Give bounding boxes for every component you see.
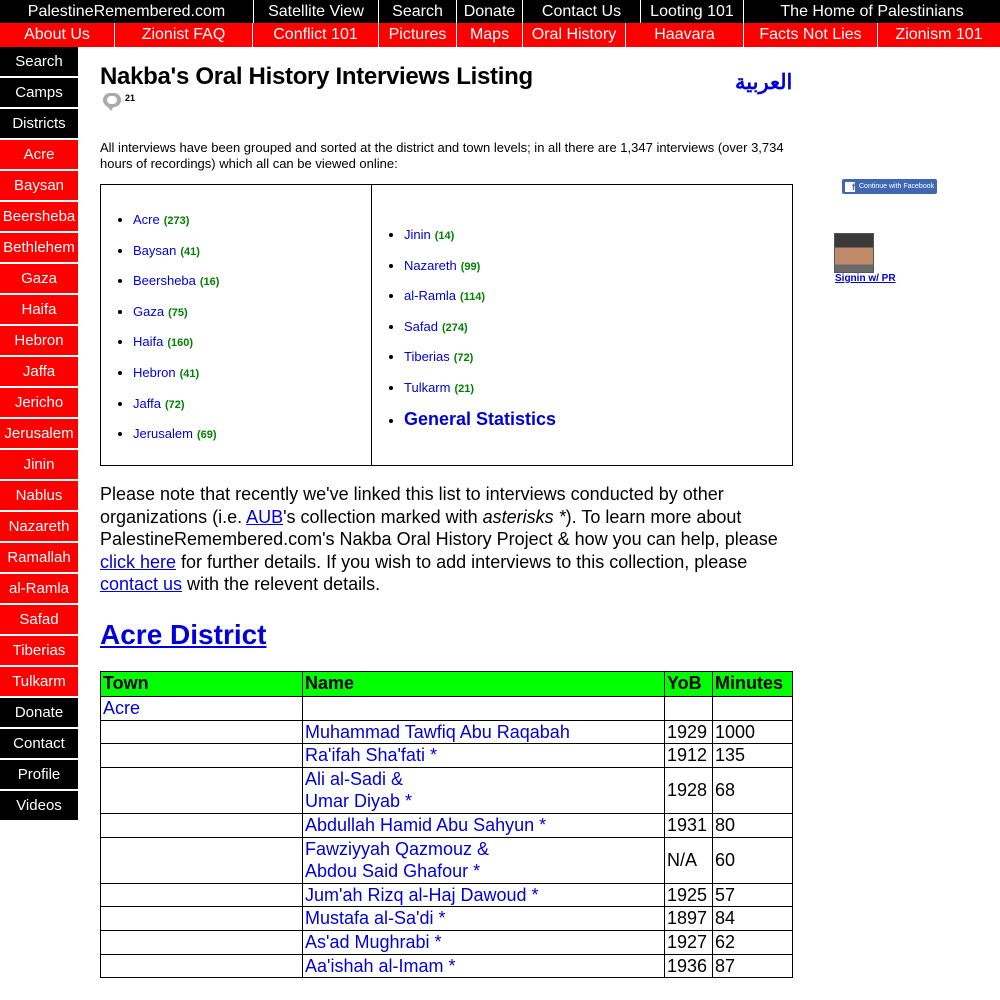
district-column-right: [372, 185, 792, 465]
nav-zionist-faq[interactable]: Zionist FAQ: [115, 23, 253, 47]
sidebar-item-jericho[interactable]: Jericho: [0, 388, 78, 418]
avatar[interactable]: [834, 233, 874, 273]
note-text: 's collection marked with: [283, 506, 483, 527]
interviews-table: [100, 671, 793, 978]
name-cell: [303, 696, 665, 720]
interview-link[interactable]: Abdou Said Ghafour *: [305, 861, 481, 882]
comment-count-value: 21: [125, 93, 136, 103]
minutes-cell: 57: [713, 883, 793, 907]
district-column-left: [101, 185, 372, 465]
click-here-link[interactable]: click here: [100, 551, 177, 572]
nav-contact-us[interactable]: Contact Us: [523, 0, 641, 23]
comment-bubble-icon[interactable]: [103, 93, 121, 107]
town-cell: [101, 954, 303, 978]
table-row: [101, 837, 793, 883]
yob-cell: 1927: [665, 930, 713, 954]
list-item: [133, 334, 371, 365]
yob-cell: 1936: [665, 954, 713, 978]
nav-looting-101[interactable]: Looting 101: [641, 0, 744, 23]
list-item: [404, 258, 792, 289]
table-row: [101, 696, 793, 720]
table-row: [101, 813, 793, 837]
sidebar: [0, 47, 78, 822]
interview-count: (72): [164, 398, 185, 411]
yob-cell: 1912: [665, 744, 713, 768]
interview-count: (274): [441, 321, 468, 334]
aub-link[interactable]: AUB: [246, 506, 284, 527]
town-cell: [101, 883, 303, 907]
interview-count: (160): [167, 337, 194, 350]
note-text: ). To learn more about PalestineRemembered.com's Nakba Oral History Project & how you can help, please: [100, 506, 778, 550]
name-cell: [303, 720, 665, 744]
minutes-cell: 80: [713, 813, 793, 837]
interview-count: (41): [179, 367, 200, 380]
district-link-jerusalem[interactable]: Jerusalem: [133, 426, 193, 442]
sidebar-item-tiberias[interactable]: Tiberias: [0, 636, 78, 666]
yob-cell: N/A: [665, 837, 713, 883]
main-content: [100, 55, 793, 978]
interview-count: (72): [453, 352, 474, 365]
name-cell: [303, 883, 665, 907]
interview-count: (75): [168, 306, 188, 319]
nav-pictures[interactable]: Pictures: [379, 23, 457, 47]
minutes-cell: [713, 696, 793, 720]
minutes-cell: 62: [713, 930, 793, 954]
interview-count: (99): [460, 260, 481, 273]
name-cell: [303, 930, 665, 954]
facebook-button-label: Continue with Facebook: [859, 183, 935, 190]
district-heading: [100, 619, 793, 651]
table-row: [101, 767, 793, 813]
interview-count: (273): [163, 215, 190, 227]
district-link-safad[interactable]: Safad: [404, 318, 438, 334]
table-row: [101, 930, 793, 954]
district-link-tulkarm[interactable]: Tulkarm: [404, 379, 451, 395]
interview-count: (14): [434, 230, 455, 242]
district-link-nazareth[interactable]: Nazareth: [404, 257, 457, 273]
district-link-gaza[interactable]: Gaza: [133, 303, 165, 319]
list-item: [404, 408, 792, 442]
sidebar-item-videos[interactable]: Videos: [0, 791, 78, 821]
intro-text: All interviews have been grouped and sorted at the district and town levels; in all there are 1,347 interviews (over 3,734 hours of recordings) which all can be viewed online:: [100, 140, 784, 171]
interview-count: (114): [460, 291, 486, 304]
name-cell: [303, 813, 665, 837]
column-header-yob: YoB: [665, 671, 713, 696]
column-header-name: Name: [303, 671, 665, 696]
sidebar-item-jinin[interactable]: Jinin: [0, 450, 78, 480]
interview-link[interactable]: Mustafa al-Sa'di *: [305, 908, 446, 929]
sidebar-item-al-ramla[interactable]: al-Ramla: [0, 574, 78, 604]
district-link-jaffa[interactable]: Jaffa: [133, 395, 161, 411]
interview-link[interactable]: As'ad Mughrabi *: [305, 931, 442, 952]
sidebar-item-profile[interactable]: Profile: [0, 760, 78, 790]
town-cell: [101, 907, 303, 931]
table-row: [101, 720, 793, 744]
nav-maps[interactable]: Maps: [457, 23, 523, 47]
signin-link[interactable]: Signin w/ PR: [835, 273, 896, 284]
nav-home-of-palestinians[interactable]: The Home of Palestinians: [780, 2, 964, 20]
nav-satellite-view[interactable]: Satellite View: [254, 0, 379, 23]
sidebar-item-jerusalem[interactable]: Jerusalem: [0, 419, 78, 449]
arabic-language-link[interactable]: العربية: [735, 71, 793, 94]
interview-link[interactable]: Jum'ah Rizq al-Haj Dawoud *: [305, 884, 539, 905]
sidebar-item-bethlehem[interactable]: Bethlehem: [0, 233, 78, 263]
table-row: [101, 883, 793, 907]
interview-count: (16): [199, 276, 220, 289]
list-item: [133, 243, 371, 274]
sidebar-item-camps[interactable]: Camps: [0, 78, 78, 108]
nav-donate[interactable]: Donate: [457, 0, 523, 23]
contact-us-link[interactable]: contact us: [100, 574, 183, 595]
name-cell: [303, 837, 665, 883]
column-header-town: Town: [101, 671, 303, 696]
list-item: [404, 227, 792, 258]
sidebar-item-hebron[interactable]: Hebron: [0, 326, 78, 356]
district-link-jinin[interactable]: Jinin: [404, 227, 431, 242]
name-cell: [303, 767, 665, 813]
interview-link[interactable]: Ali al-Sadi &: [305, 768, 404, 789]
minutes-cell: 84: [713, 907, 793, 931]
table-row: [101, 907, 793, 931]
table-row: [101, 744, 793, 768]
town-cell: [101, 837, 303, 883]
sidebar-item-baysan[interactable]: Baysan: [0, 171, 78, 201]
town-cell: [101, 744, 303, 768]
list-item: [133, 273, 371, 304]
yob-cell: 1928: [665, 767, 713, 813]
interview-link[interactable]: Ra'ifah Sha'fati *: [305, 745, 437, 766]
town-cell: [101, 767, 303, 813]
sidebar-item-contact[interactable]: Contact: [0, 729, 78, 759]
sidebar-item-nablus[interactable]: Nablus: [0, 481, 78, 511]
note-text: with the relevent details.: [182, 574, 381, 595]
minutes-cell: 68: [713, 767, 793, 813]
name-cell: [303, 744, 665, 768]
table-header-row: [101, 671, 793, 696]
district-link-beersheba[interactable]: Beersheba: [133, 273, 196, 289]
minutes-cell: 1000: [713, 720, 793, 744]
minutes-cell: 135: [713, 744, 793, 768]
interview-link[interactable]: Umar Diyab *: [305, 791, 413, 812]
district-link-al-ramla[interactable]: al-Ramla: [404, 288, 457, 304]
note-text: Please note that recently we've linked this list to interviews conducted by other organizations (i.e.: [100, 484, 724, 527]
nav-zionism-101[interactable]: Zionism 101: [895, 26, 983, 43]
minutes-cell: 60: [713, 837, 793, 883]
sidebar-item-haifa[interactable]: Haifa: [0, 295, 78, 325]
town-cell: [101, 720, 303, 744]
column-header-minutes: Minutes: [713, 671, 793, 696]
sidebar-item-nazareth[interactable]: Nazareth: [0, 512, 78, 542]
district-link-baysan[interactable]: Baysan: [133, 242, 177, 258]
sidebar-item-gaza[interactable]: Gaza: [0, 264, 78, 294]
sidebar-item-districts[interactable]: Districts: [0, 109, 78, 139]
sidebar-item-safad[interactable]: Safad: [0, 605, 78, 635]
district-link-tiberias[interactable]: Tiberias: [404, 349, 450, 365]
yob-cell: [665, 696, 713, 720]
nav-conflict-101[interactable]: Conflict 101: [253, 23, 379, 47]
interview-link[interactable]: Abdullah Hamid Abu Sahyun *: [305, 814, 547, 835]
sidebar-item-jaffa[interactable]: Jaffa: [0, 357, 78, 387]
yob-cell: 1929: [665, 720, 713, 744]
facebook-login-button[interactable]: [842, 179, 937, 194]
interview-count: (21): [454, 382, 475, 395]
nav-haavara[interactable]: Haavara: [626, 23, 744, 47]
district-link-haifa[interactable]: Haifa: [133, 334, 164, 350]
interview-link[interactable]: Fawziyyah Qazmouz &: [305, 838, 490, 859]
secondary-nav: [0, 23, 1000, 47]
comment-count[interactable]: [100, 93, 793, 107]
facebook-icon: f: [845, 182, 855, 192]
general-statistics-link[interactable]: General Statistics: [404, 408, 557, 429]
town-link-acre[interactable]: Acre: [103, 697, 141, 718]
list-item: [404, 288, 792, 319]
sidebar-item-search[interactable]: Search: [0, 47, 78, 77]
list-item: [404, 319, 792, 350]
acre-district-link[interactable]: Acre District: [100, 618, 267, 650]
nav-oral-history[interactable]: Oral History: [523, 23, 626, 47]
town-cell: [101, 813, 303, 837]
list-item: [133, 365, 371, 396]
district-link-acre[interactable]: Acre: [133, 212, 160, 227]
yob-cell: 1925: [665, 883, 713, 907]
district-index-box: [100, 184, 793, 466]
interview-link[interactable]: Aa'ishah al-Imam *: [305, 955, 456, 976]
note-text: for further details. If you wish to add interviews to this collection, please: [176, 551, 748, 572]
town-cell: [101, 696, 303, 720]
list-item: [133, 426, 371, 457]
name-cell: [303, 907, 665, 931]
list-item: [133, 304, 371, 335]
nav-facts-not-lies[interactable]: Facts Not Lies: [744, 23, 878, 47]
sidebar-item-acre[interactable]: Acre: [0, 140, 78, 170]
note-asterisks: asterisks *: [482, 506, 566, 527]
town-cell: [101, 930, 303, 954]
interview-count: (41): [180, 245, 200, 258]
district-link-hebron[interactable]: Hebron: [133, 364, 176, 380]
list-item: [404, 380, 792, 411]
minutes-cell: 87: [713, 954, 793, 978]
nav-about-us[interactable]: About Us: [0, 23, 115, 47]
page-title: Nakba's Oral History Interviews Listing: [100, 63, 533, 90]
interview-link[interactable]: Muhammad Tawfiq Abu Raqabah: [305, 721, 570, 742]
list-item: [133, 212, 371, 243]
list-item: [133, 396, 371, 427]
list-item: [404, 349, 792, 380]
sidebar-item-beersheba[interactable]: Beersheba: [0, 202, 78, 232]
nav-home[interactable]: PalestineRemembered.com: [0, 0, 254, 23]
sidebar-item-ramallah[interactable]: Ramallah: [0, 543, 78, 573]
sidebar-item-donate[interactable]: Donate: [0, 698, 78, 728]
name-cell: [303, 954, 665, 978]
sidebar-item-tulkarm[interactable]: Tulkarm: [0, 667, 78, 697]
table-row: [101, 954, 793, 978]
yob-cell: 1931: [665, 813, 713, 837]
yob-cell: 1897: [665, 907, 713, 931]
interview-count: (69): [196, 429, 217, 442]
project-note: [100, 483, 793, 596]
top-nav: [0, 0, 1000, 23]
nav-search[interactable]: Search: [379, 0, 457, 23]
